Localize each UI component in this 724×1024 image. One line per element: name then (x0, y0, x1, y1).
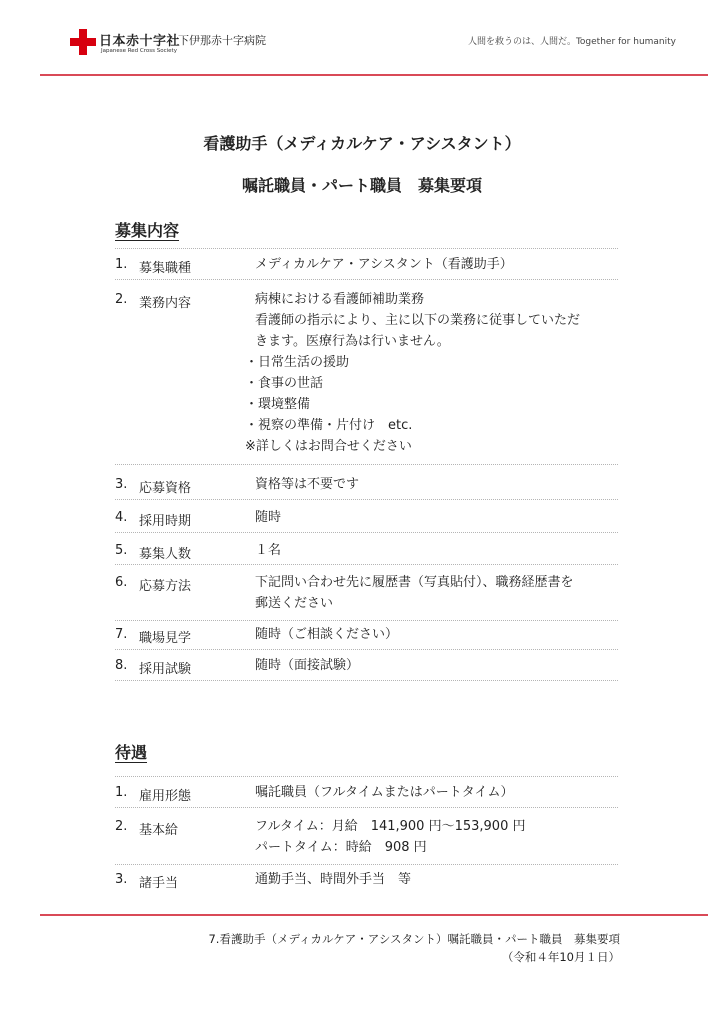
row-number: 1. (115, 785, 128, 800)
row-number: 2. (115, 819, 128, 834)
table-row (115, 808, 618, 865)
row-value: 随時（面接試験） (255, 658, 360, 673)
row-number: 1. (115, 257, 128, 272)
row-number: 3. (115, 872, 128, 887)
header-divider (40, 74, 708, 76)
row-label: 業務内容 (139, 296, 192, 311)
row-number: 5. (115, 543, 128, 558)
hospital-name: 下伊那赤十字病院 (178, 34, 266, 47)
table-row (115, 650, 618, 681)
row-number: 7. (115, 627, 128, 642)
table-row (115, 777, 618, 808)
row-label: 募集職種 (139, 261, 192, 276)
row-label: 応募方法 (139, 579, 192, 594)
page-footer (208, 930, 620, 966)
row-value: 嘱託職員（フルタイムまたはパートタイム） (255, 785, 514, 800)
table-row (115, 280, 618, 465)
row-label: 諸手当 (139, 876, 179, 891)
footer-doc-title: 7.看護助手（メディカルケア・アシスタント）嘱託職員・パート職員 募集要項 (208, 932, 620, 946)
row-label: 雇用形態 (139, 789, 192, 804)
row-number: 4. (115, 510, 128, 525)
org-name-en: Japanese Red Cross Society (101, 48, 177, 54)
row-label: 募集人数 (139, 547, 192, 562)
section-heading-recruitment: 募集内容 (115, 221, 180, 240)
row-label: 採用試験 (139, 662, 192, 677)
row-number: 6. (115, 575, 128, 590)
table-row (115, 621, 618, 650)
red-cross-logo-icon (70, 29, 96, 55)
row-value: フルタイム：月給 141,900 円～153,900 円 パートタイム：時給 908 円 (255, 819, 526, 855)
slogan: 人間を救うのは、人間だ。Together for humanity (467, 37, 676, 47)
row-value: 随時 (255, 510, 282, 525)
row-label: 職場見学 (139, 631, 192, 646)
page-subtitle: 嘱託職員・パート職員 募集要項 (241, 176, 482, 195)
row-value: メディカルケア・アシスタント（看護助手） (255, 257, 513, 272)
page-header (0, 0, 724, 80)
row-value: 通勤手当、時間外手当 等 (255, 872, 412, 887)
org-name: 日本赤十字社 (99, 34, 181, 49)
table-row (115, 500, 618, 533)
row-value: 資格等は不要です (255, 477, 360, 492)
row-number: 3. (115, 477, 128, 492)
row-number: 2. (115, 292, 128, 307)
page-title: 看護助手（メディカルケア・アシスタント） (203, 134, 521, 153)
row-label: 基本給 (139, 823, 179, 838)
table-row (115, 865, 618, 897)
row-value: 下記問い合わせ先に履歴書（写真貼付）、職務経歴書を 郵送ください (255, 575, 574, 611)
table-row (115, 565, 618, 621)
row-label: 採用時期 (139, 514, 192, 529)
row-value: 病棟における看護師補助業務 看護師の指示により、主に以下の業務に従事していただ きます。医療行為は行いません。 ・日常生活の援助 ・食事の世話 ・環境整備 ・視察の準備・片付け etc. ※詳しくはお問合せください (245, 292, 581, 454)
row-label: 応募資格 (139, 481, 192, 496)
footer-date: （令和４年10月１日） (501, 950, 620, 964)
section-heading-treatment: 待遇 (115, 743, 148, 762)
row-value: １名 (255, 543, 282, 558)
row-value: 随時（ご相談ください） (255, 627, 399, 642)
footer-divider (40, 914, 708, 916)
table-row (115, 465, 618, 500)
row-number: 8. (115, 658, 128, 673)
table-row (115, 249, 618, 280)
table-row (115, 533, 618, 565)
